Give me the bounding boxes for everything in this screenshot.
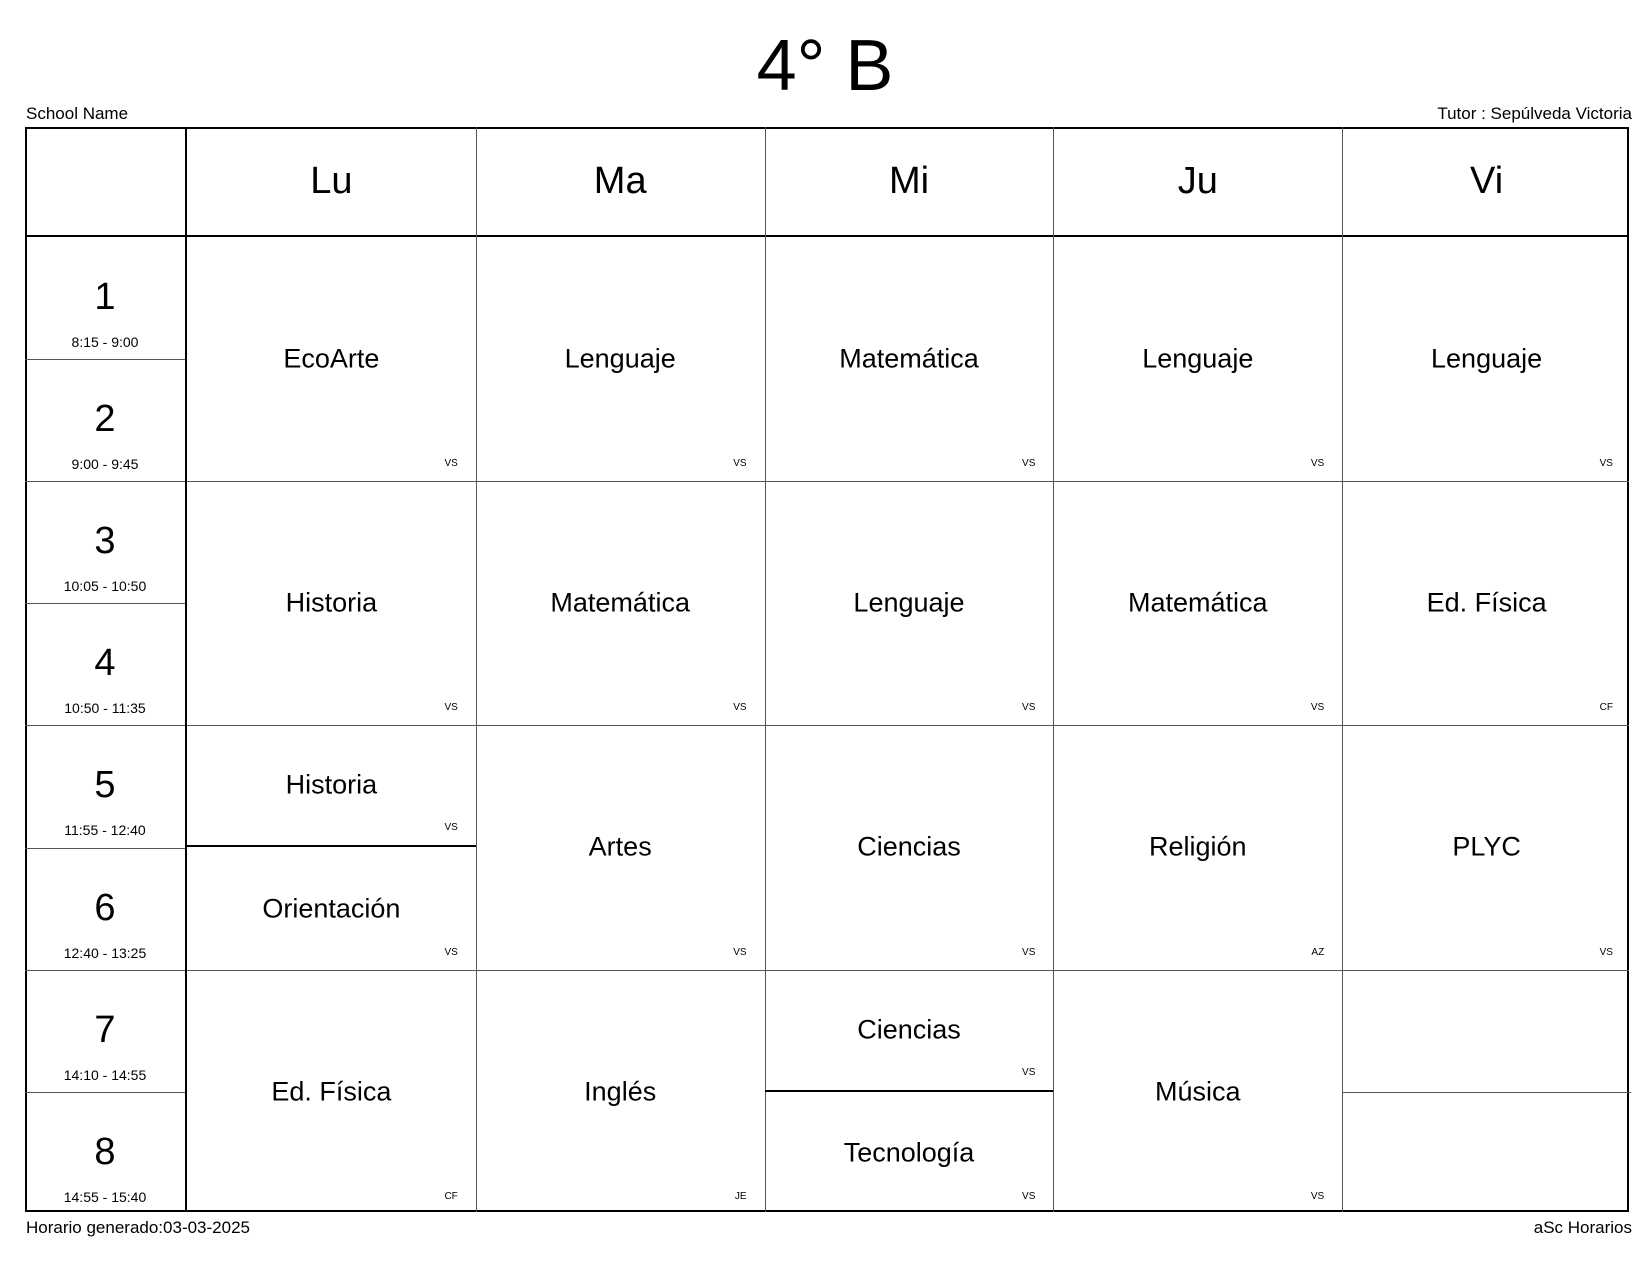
- lesson-subject: Artes: [588, 831, 652, 862]
- period-time: 14:55 - 15:40: [63, 1188, 147, 1205]
- period-label: [25, 603, 185, 725]
- lesson-teacher: VS: [1599, 946, 1613, 958]
- lesson-subject: Lenguaje: [564, 343, 676, 374]
- day-header-mi: Mi: [888, 159, 930, 202]
- lesson-subject: Matemática: [1128, 587, 1268, 618]
- lesson-teacher: VS: [1022, 458, 1036, 470]
- period-number: 4: [94, 642, 116, 685]
- period-label: [25, 1092, 185, 1214]
- lesson-teacher: VS: [733, 702, 747, 714]
- lesson-cell[interactable]: [476, 237, 765, 481]
- lesson-cell[interactable]: [187, 725, 476, 847]
- lesson-cell[interactable]: [1342, 481, 1631, 725]
- lesson-cell[interactable]: [765, 970, 1054, 1092]
- lesson-teacher: VS: [1022, 946, 1036, 958]
- lesson-subject: PLYC: [1452, 831, 1521, 862]
- page-title: 4° B: [756, 26, 894, 106]
- lesson-cell[interactable]: [765, 725, 1054, 969]
- lesson-teacher: VS: [1022, 1066, 1036, 1078]
- lesson-teacher: VS: [444, 702, 458, 714]
- period-label: [25, 970, 185, 1092]
- lesson-cell[interactable]: [1053, 725, 1342, 969]
- period-separator: [25, 481, 185, 482]
- lesson-cell[interactable]: [1053, 970, 1342, 1214]
- lesson-teacher: JE: [734, 1190, 747, 1202]
- lesson-cell[interactable]: [765, 481, 1054, 725]
- lesson-cell[interactable]: [476, 970, 765, 1214]
- period-number: 7: [94, 1008, 116, 1051]
- lesson-cell[interactable]: [765, 237, 1054, 481]
- day-header-ju: Ju: [1177, 159, 1218, 202]
- lesson-cell[interactable]: [476, 725, 765, 969]
- period-time: 9:00 - 9:45: [71, 456, 139, 473]
- day-header-ma: Ma: [593, 159, 647, 202]
- period-separator: [25, 848, 185, 849]
- lesson-teacher: VS: [444, 458, 458, 470]
- lesson-cell[interactable]: [187, 970, 476, 1214]
- generated-date: Horario generado:03-03-2025: [26, 1218, 250, 1237]
- period-label: [25, 359, 185, 481]
- app-credit: aSc Horarios: [1533, 1218, 1632, 1237]
- lesson-teacher: CF: [1599, 702, 1613, 714]
- lesson-subject: Inglés: [584, 1076, 657, 1107]
- period-time: 10:50 - 11:35: [64, 700, 146, 717]
- lesson-subject: EcoArte: [283, 343, 380, 374]
- school-name: School Name: [26, 104, 129, 123]
- period-number: 8: [94, 1130, 116, 1173]
- lesson-subject: Ed. Física: [1426, 587, 1547, 618]
- day-header-vi: Vi: [1470, 159, 1504, 202]
- lesson-teacher: VS: [444, 946, 458, 958]
- period-separator: [25, 359, 185, 360]
- lesson-subject: Ciencias: [857, 1014, 961, 1045]
- period-number: 1: [94, 276, 116, 318]
- lesson-cell[interactable]: [1053, 481, 1342, 725]
- period-separator: [25, 725, 185, 726]
- lesson-subject: Música: [1155, 1076, 1241, 1107]
- lesson-teacher: VS: [1310, 1190, 1325, 1202]
- lesson-teacher: VS: [1599, 458, 1613, 470]
- lesson-cell[interactable]: [765, 1092, 1054, 1214]
- lesson-cell[interactable]: [1342, 237, 1631, 481]
- lesson-subject: Lenguaje: [1142, 343, 1254, 374]
- lesson-teacher: AZ: [1311, 946, 1325, 958]
- period-number: 6: [94, 886, 116, 929]
- period-time: 10:05 - 10:50: [63, 578, 147, 595]
- lesson-teacher: VS: [1022, 1190, 1036, 1202]
- lesson-subject: Ciencias: [857, 831, 961, 862]
- period-time: 11:55 - 12:40: [64, 822, 146, 839]
- lesson-subject: Lenguaje: [1431, 343, 1543, 374]
- lesson-teacher: VS: [1022, 702, 1036, 714]
- lesson-cell[interactable]: [1342, 725, 1631, 969]
- period-number: 5: [94, 764, 116, 807]
- period-label: [25, 481, 185, 603]
- lesson-cell[interactable]: [476, 481, 765, 725]
- period-label: [25, 848, 185, 970]
- period-separator: [25, 603, 185, 604]
- day-header-lu: Lu: [310, 159, 353, 202]
- lesson-teacher: CF: [444, 1190, 458, 1202]
- period-time: 12:40 - 13:25: [63, 944, 147, 961]
- lesson-cell[interactable]: [187, 481, 476, 725]
- lesson-subject: Historia: [285, 769, 378, 800]
- lesson-subject: Matemática: [839, 343, 979, 374]
- lesson-teacher: VS: [1310, 458, 1325, 470]
- tutor-label: Tutor : Sepúlveda Victoria: [1437, 104, 1632, 123]
- period-label: [25, 237, 185, 359]
- lesson-subject: Lenguaje: [853, 587, 965, 618]
- lesson-subject: Historia: [285, 587, 378, 618]
- period-label: [25, 725, 185, 847]
- lesson-subject: Orientación: [262, 893, 401, 924]
- lesson-cell[interactable]: [187, 237, 476, 481]
- period-separator: [25, 970, 185, 971]
- lesson-subject: Matemática: [550, 587, 690, 618]
- period-time: 8:15 - 9:00: [71, 334, 139, 350]
- lesson-subject: Ed. Física: [271, 1076, 392, 1107]
- period-time: 14:10 - 14:55: [63, 1066, 147, 1083]
- lesson-teacher: VS: [1310, 702, 1325, 714]
- period-number: 2: [94, 398, 116, 441]
- period-number: 3: [94, 520, 116, 563]
- timetable-grid: [25, 127, 1628, 1211]
- slot-separator: [1342, 1092, 1631, 1093]
- lesson-cell[interactable]: [187, 848, 476, 970]
- lesson-cell[interactable]: [1053, 237, 1342, 481]
- lesson-teacher: VS: [733, 946, 747, 958]
- period-separator: [25, 1092, 185, 1093]
- lesson-teacher: VS: [444, 822, 458, 834]
- lesson-subject: Religión: [1149, 831, 1247, 862]
- lesson-subject: Tecnología: [843, 1137, 975, 1168]
- lesson-teacher: VS: [733, 458, 747, 470]
